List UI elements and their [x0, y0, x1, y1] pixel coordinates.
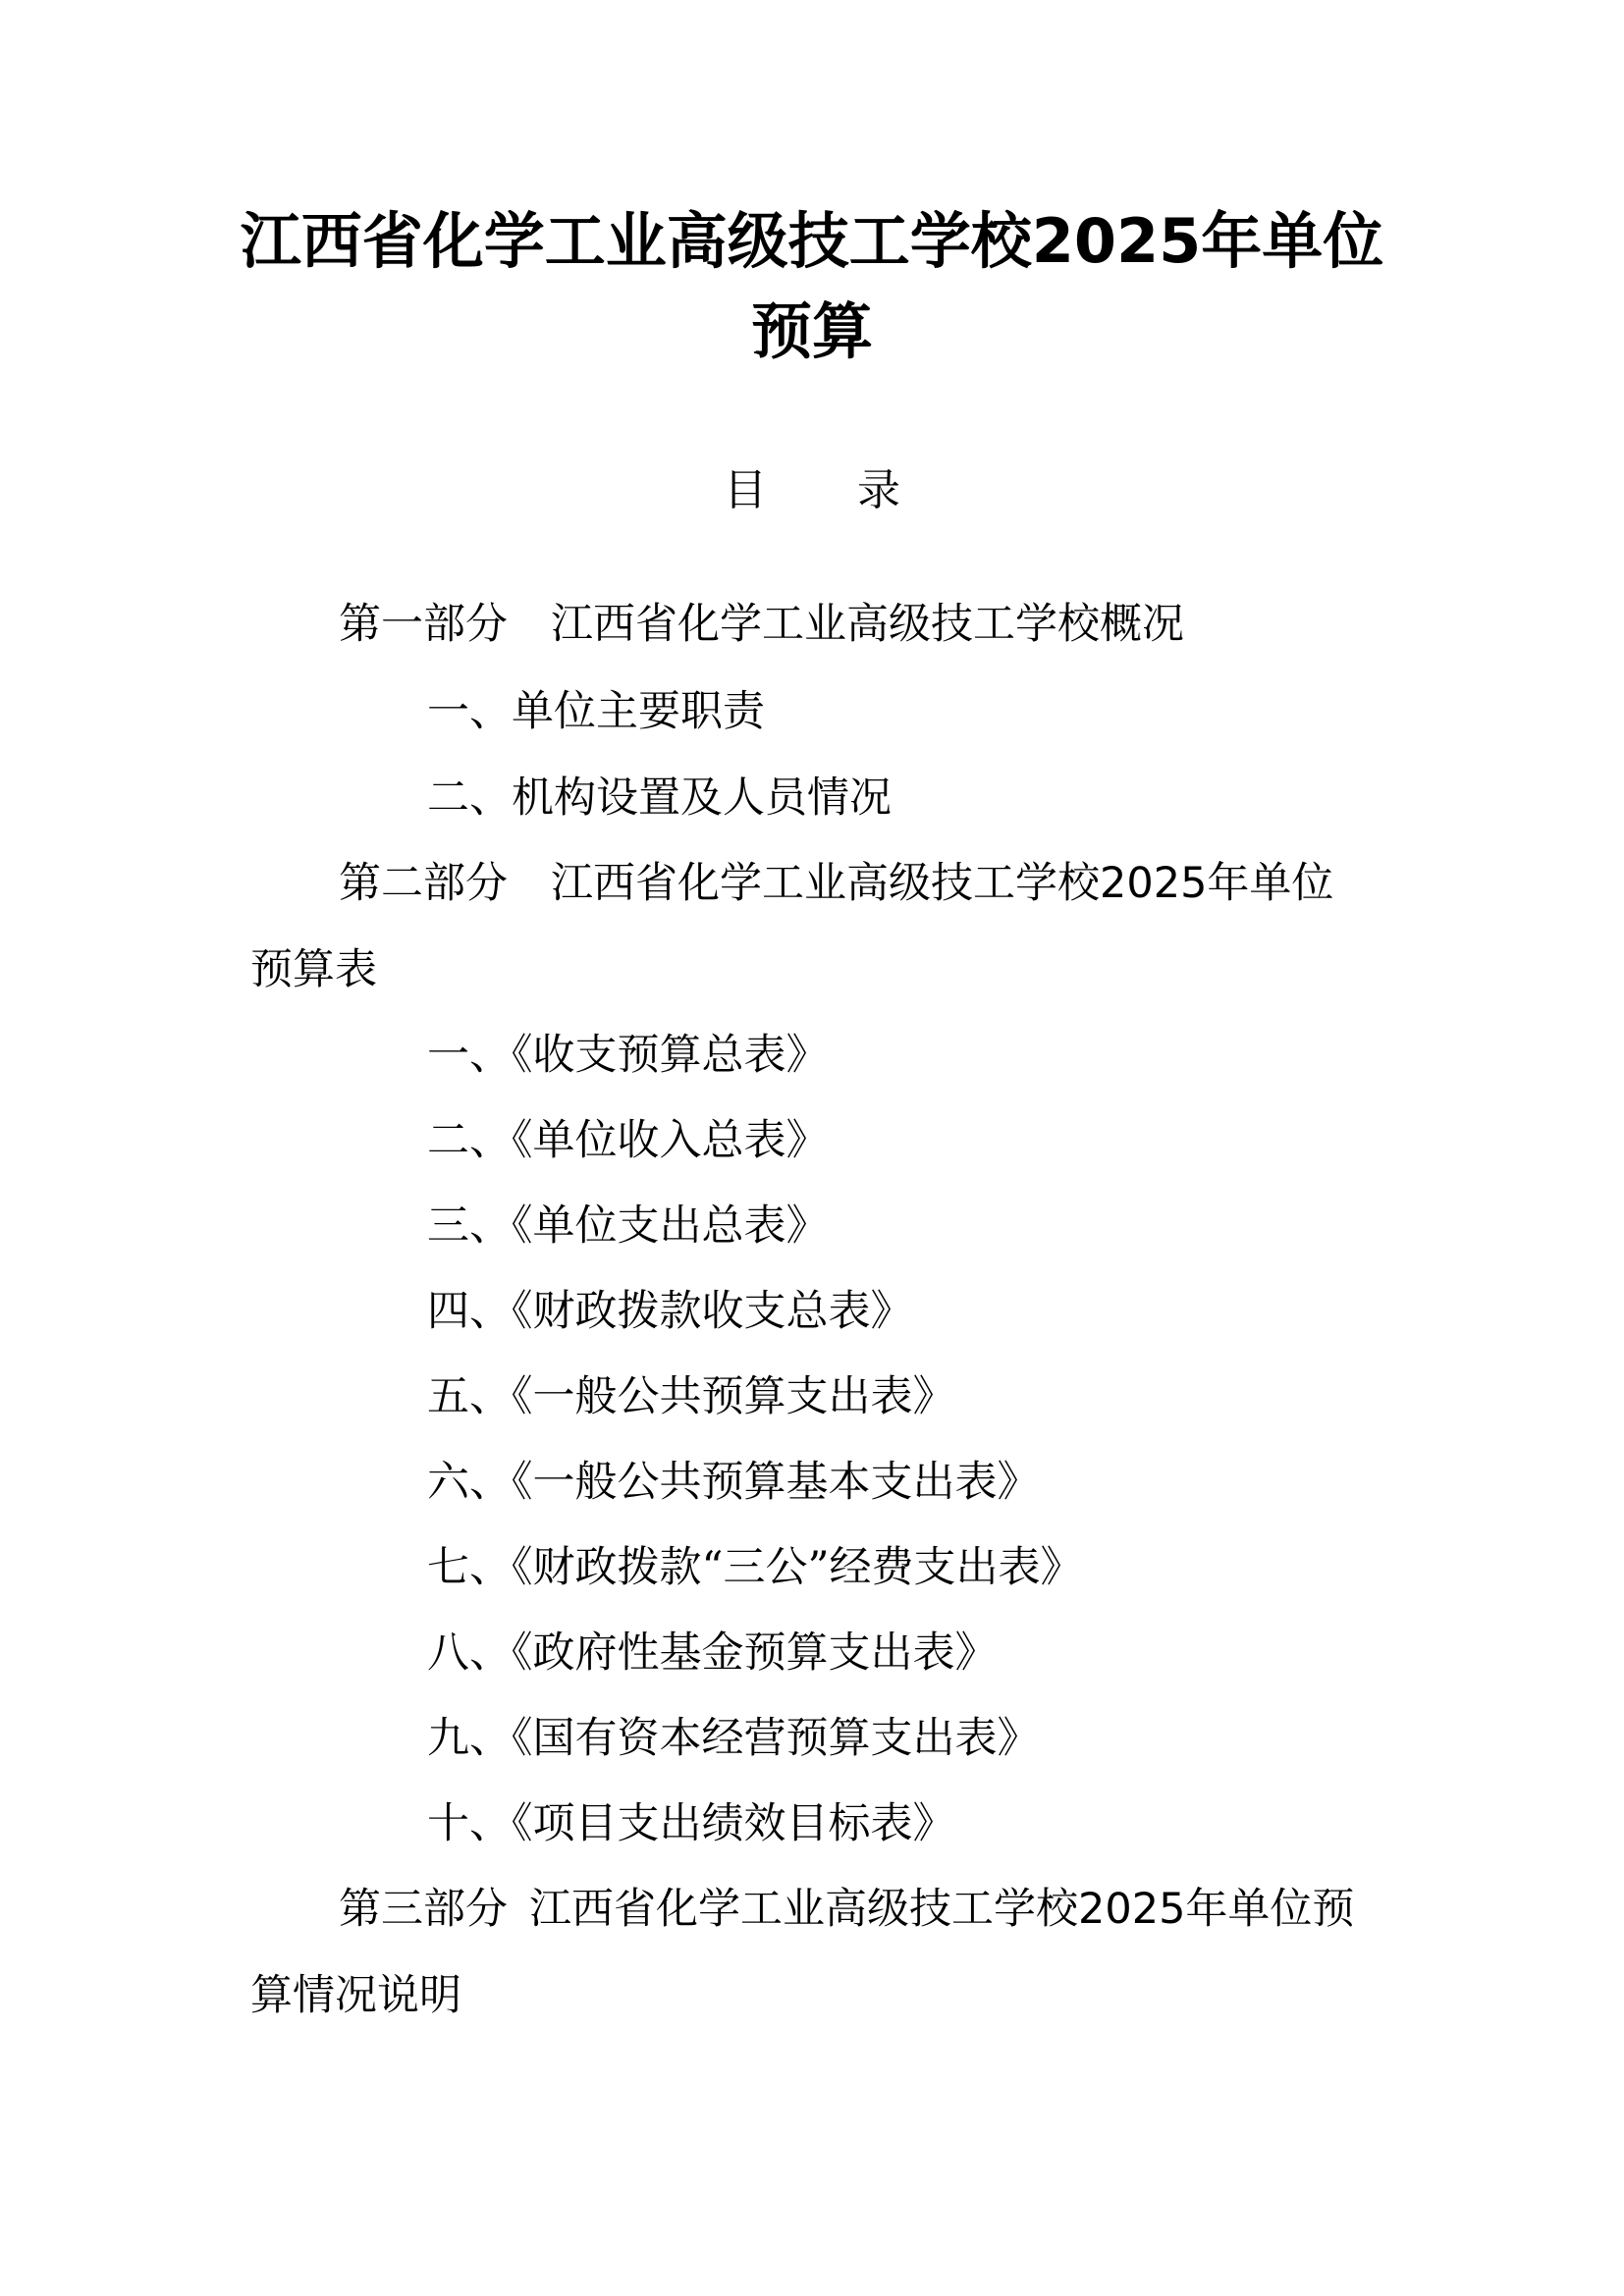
toc-part2-title-line2: 预算表	[250, 945, 377, 994]
toc-part2-item-8: 八、《政府性基金预算支出表》	[427, 1629, 998, 1678]
toc-part2-title-line1: 江西省化学工业高级技工学校2025年单位	[551, 859, 1334, 908]
toc-part2-item-6: 六、《一般公共预算基本支出表》	[427, 1458, 1040, 1507]
toc-heading	[0, 461, 1624, 520]
toc-part2-item-7: 七、《财政拨款“三公”经费支出表》	[427, 1543, 1083, 1592]
toc-part2-item-5: 五、《一般公共预算支出表》	[427, 1372, 955, 1421]
toc-heading-left: 目	[724, 465, 767, 515]
toc-part2-item-3: 三、《单位支出总表》	[427, 1201, 829, 1251]
toc-part2-item-1: 一、《收支预算总表》	[427, 1031, 829, 1080]
document-title-line1: 江西省化学工业高级技工学校2025年单位	[240, 205, 1384, 277]
toc-part1-item-1: 一、单位主要职责	[427, 687, 765, 736]
toc-part2-heading	[339, 856, 1333, 911]
toc-part2-item-4: 四、《财政拨款收支总表》	[427, 1287, 913, 1336]
toc-part3-heading	[339, 1882, 1354, 1937]
document-title	[0, 196, 1624, 377]
toc-heading-right: 录	[857, 465, 900, 515]
toc-part1-item-2: 二、机构设置及人员情况	[427, 774, 892, 823]
toc-part3-title-line1: 江西省化学工业高级技工学校2025年单位预	[529, 1885, 1355, 1934]
document-title-line2: 预算	[750, 295, 873, 367]
toc-part1-title: 江西省化学工业高级技工学校概况	[551, 600, 1184, 649]
toc-part2-item-2: 二、《单位收入总表》	[427, 1116, 829, 1165]
toc-part1-heading	[339, 597, 1184, 652]
toc-part1-label: 第一部分	[339, 600, 508, 649]
toc-part2-label: 第二部分	[339, 859, 508, 908]
toc-part3-title-line2: 算情况说明	[250, 1971, 461, 2020]
toc-part2-item-10: 十、《项目支出绩效目标表》	[427, 1799, 955, 1848]
toc-part3-label: 第三部分	[339, 1885, 508, 1934]
toc-part2-item-9: 九、《国有资本经营预算支出表》	[427, 1714, 1040, 1763]
